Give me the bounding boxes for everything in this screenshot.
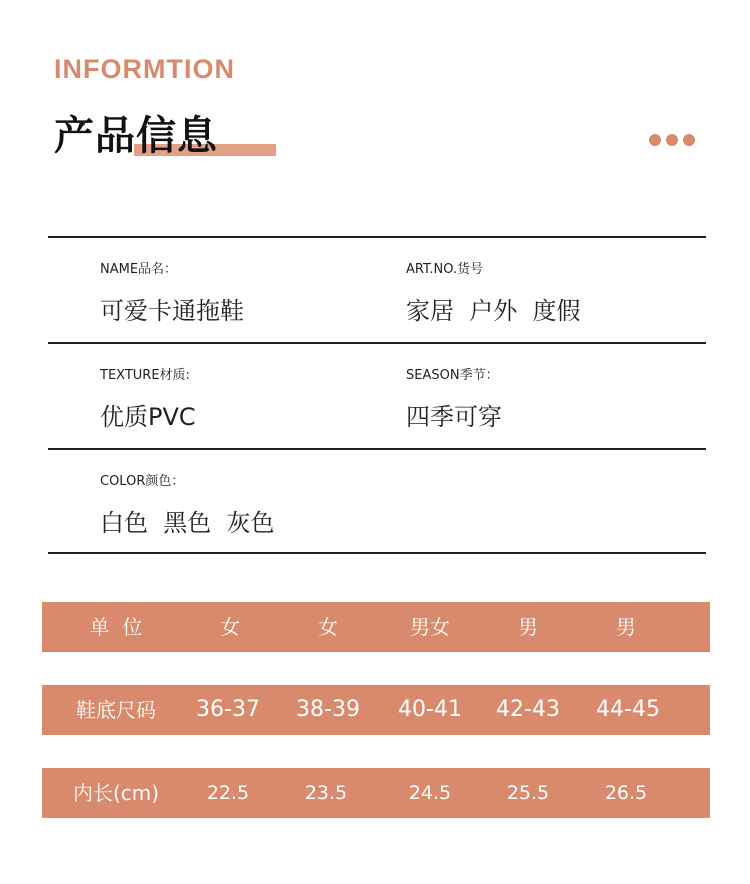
product-info-table	[48, 236, 706, 554]
inner-length-header: 内长(cm)	[72, 781, 160, 805]
unit-cell: 男	[518, 615, 538, 639]
inner-length-cell: 25.5	[506, 782, 550, 804]
sole-size-cell: 42-43	[496, 697, 560, 722]
season-field	[406, 344, 502, 432]
inner-length-cell: 24.5	[408, 782, 452, 804]
page-title: 产品信息	[54, 113, 218, 159]
texture-field	[100, 344, 196, 432]
unit-cell: 男女	[410, 615, 450, 639]
sole-size-cell: 44-45	[596, 697, 660, 722]
title-block	[54, 104, 218, 161]
art-no-field	[406, 238, 581, 326]
inner-length-cell: 26.5	[604, 782, 648, 804]
info-row	[48, 342, 706, 448]
name-label: NAME品名：	[100, 262, 178, 277]
unit-cell: 男	[616, 615, 636, 639]
sole-size-cell: 36-37	[196, 697, 260, 722]
art-no-value: 家居 户外 度假	[406, 297, 581, 325]
sole-size-header: 鞋底尺码	[76, 698, 156, 722]
color-field	[100, 450, 275, 538]
unit-row	[42, 602, 710, 652]
color-label: COLOR颜色：	[100, 474, 185, 489]
season-value: 四季可穿	[406, 403, 502, 431]
more-dots-icon	[649, 134, 695, 146]
inner-length-cell: 22.5	[206, 782, 250, 804]
art-no-label: ART.NO.货号	[406, 262, 484, 277]
color-value: 白色 黑色 灰色	[100, 509, 275, 537]
dot	[666, 134, 678, 146]
sole-size-row	[42, 685, 710, 735]
name-field	[100, 238, 244, 326]
sole-size-cell: 40-41	[398, 697, 462, 722]
info-row	[48, 448, 706, 554]
texture-value: 优质PVC	[100, 403, 196, 431]
inner-length-cell: 23.5	[304, 782, 348, 804]
name-value: 可爱卡通拖鞋	[100, 297, 244, 325]
sole-size-cell: 38-39	[296, 697, 360, 722]
unit-cell: 女	[318, 615, 338, 639]
info-row	[48, 236, 706, 342]
texture-label: TEXTURE材质:	[100, 368, 190, 383]
section-eyebrow: INFORMTION	[54, 54, 235, 84]
unit-header: 单 位	[89, 615, 143, 639]
inner-length-row	[42, 768, 710, 818]
dot	[683, 134, 695, 146]
unit-cell: 女	[220, 615, 240, 639]
season-label: SEASON季节：	[406, 368, 499, 383]
dot	[649, 134, 661, 146]
